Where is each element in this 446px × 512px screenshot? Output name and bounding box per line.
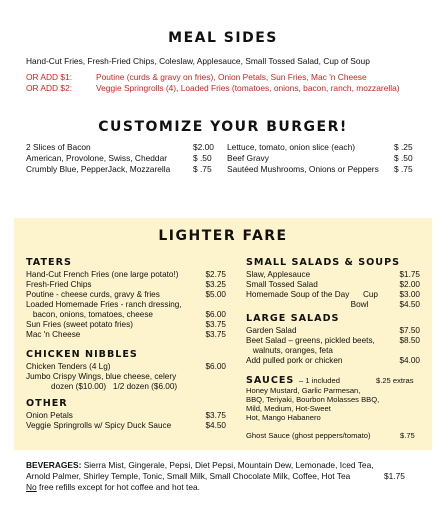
burger-left-price: $ .75 (193, 164, 212, 174)
sauces-heading: SAUCES (246, 375, 295, 386)
other-item: Veggie Springrolls w/ Spicy Duck Sauce (26, 421, 172, 430)
salads-soups-price: $2.00 (399, 280, 420, 289)
taters-price: $3.25 (205, 280, 226, 289)
burger-left-price: $ .50 (193, 153, 212, 163)
burger-title: CUSTOMIZE YOUR BURGER! (98, 119, 348, 135)
taters-item: Mac 'n Cheese (26, 330, 81, 339)
taters-price: $2.75 (205, 270, 226, 279)
sauce-line: Honey Mustard, Garlic Parmesan, (246, 386, 361, 395)
salads-soups-item: Small Tossed Salad (246, 280, 318, 289)
sauce-line: Mild, Medium, Hot-Sweet (246, 404, 331, 413)
chicken-item: Jumbo Crispy Wings, blue cheese, celery (26, 372, 177, 381)
large-salads-price: $8.50 (399, 336, 420, 345)
burger-right-item: Sautéed Mushrooms, Onions or Peppers (227, 164, 379, 174)
salads-soups-item: Slaw, Applesauce (246, 270, 311, 279)
salads-soups-item: Bowl (246, 300, 369, 309)
burger-right-item: Lettuce, tomato, onion slice (each) (227, 142, 356, 152)
meal-sides-title: MEAL SIDES (168, 30, 278, 46)
add-2-label: OR ADD $2: (26, 83, 73, 93)
large-salads-item: Garden Salad (246, 326, 297, 335)
large-salads-heading: LARGE SALADS (246, 313, 340, 324)
chicken-item: dozen ($10.00) 1/2 dozen ($6.00) (26, 382, 178, 391)
other-price: $3.75 (205, 411, 226, 420)
beverages-label: BEVERAGES: (26, 460, 82, 470)
taters-price: $5.00 (205, 290, 226, 299)
beverages-line-2: Arnold Palmer, Shirley Temple, Tonic, Small Milk, Small Chocolate Milk, Coffee, Hot Tea (26, 471, 351, 481)
salads-soups-price: $3.00 (399, 290, 420, 299)
ghost-sauce-price: $.75 (400, 431, 415, 440)
taters-item: Hand-Cut French Fries (one large potato!) (26, 270, 179, 279)
taters-price: $6.00 (205, 310, 226, 319)
burger-right-item: Beef Gravy (227, 153, 269, 163)
large-salads-item: Beet Salad – greens, pickled beets, (246, 336, 375, 345)
salads-soups-price: $1.75 (399, 270, 420, 279)
burger-right-price: $ .25 (394, 142, 413, 152)
other-heading: OTHER (26, 398, 68, 409)
sauce-line: Hot, Mango Habanero (246, 413, 321, 422)
large-salads-price: $4.00 (399, 356, 420, 365)
salads-soups-price: $4.50 (399, 300, 420, 309)
taters-item: Fresh-Fried Chips (26, 280, 92, 289)
other-item: Onion Petals (26, 411, 73, 420)
chicken-heading: CHICKEN NIBBLES (26, 349, 138, 360)
add-1-items: Poutine (curds & gravy on fries), Onion Petals, Sun Fries, Mac 'n Cheese (96, 72, 367, 82)
taters-item: Loaded Homemade Fries - ranch dressing, (26, 300, 182, 309)
lighter-fare-panel (14, 218, 432, 450)
sauce-line: BBQ, Teriyaki, Bourbon Molasses BBQ, (246, 395, 380, 404)
add-2-items: Veggie Springrolls (4), Loaded Fries (tomatoes, onions, bacon, ranch, mozzarella) (96, 83, 400, 93)
burger-left-item: American, Provolone, Swiss, Cheddar (26, 153, 168, 163)
beverages-no: No (26, 482, 37, 492)
beverages-note (26, 482, 200, 492)
burger-left-item: 2 Slices of Bacon (26, 142, 91, 152)
taters-item: bacon, onions, tomatoes, cheese (26, 310, 153, 319)
salads-soups-item: Homemade Soup of the Day Cup (246, 290, 378, 299)
chicken-price: $6.00 (205, 362, 226, 371)
taters-item: Sun Fries (sweet potato fries) (26, 320, 133, 329)
taters-price: $3.75 (205, 330, 226, 339)
chicken-item: Chicken Tenders (4 Lg) (26, 362, 111, 371)
burger-right-price: $ .75 (394, 164, 413, 174)
burger-left-item: Crumbly Blue, PepperJack, Mozzarella (26, 164, 171, 174)
large-salads-item: walnuts, oranges, feta (246, 346, 333, 355)
taters-heading: TATERS (26, 257, 72, 268)
ghost-sauce: Ghost Sauce (ghost peppers/tomato) (246, 431, 371, 440)
add-1-label: OR ADD $1: (26, 72, 73, 82)
taters-item: Poutine - cheese curds, gravy & fries (26, 290, 160, 299)
burger-right-price: $ .50 (394, 153, 413, 163)
burger-left-price: $2.00 (193, 142, 214, 152)
beverages-refill-note: free refills except for hot coffee and hot tea. (36, 482, 200, 492)
salads-soups-heading: SMALL SALADS & SOUPS (246, 257, 401, 268)
beverages-price: $1.75 (384, 471, 405, 481)
lighter-fare-title: LIGHTER FARE (158, 228, 288, 244)
large-salads-item: Add pulled pork or chicken (246, 356, 343, 365)
sauces-included: – 1 included (299, 376, 340, 385)
large-salads-price: $7.50 (399, 326, 420, 335)
sauces-extra: $.25 extras (376, 376, 414, 385)
taters-price: $3.75 (205, 320, 226, 329)
beverages-list-1: Sierra Mist, Gingerale, Pepsi, Diet Pepsi, Mountain Dew, Lemonade, Iced Tea, (83, 460, 374, 470)
other-price: $4.50 (205, 421, 226, 430)
meal-sides-items: Hand-Cut Fries, Fresh-Fried Chips, Coleslaw, Applesauce, Small Tossed Salad, Cup of Soup (26, 56, 370, 66)
beverages-line-1 (26, 460, 374, 470)
